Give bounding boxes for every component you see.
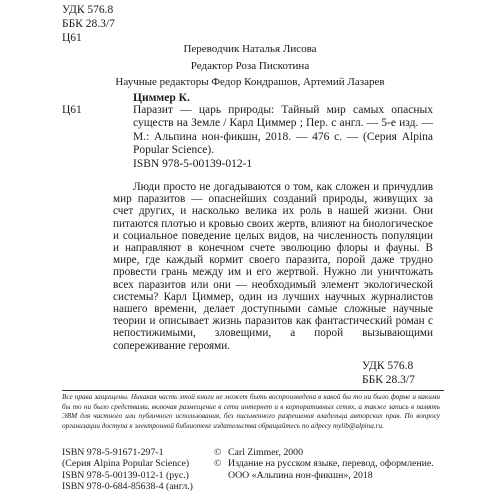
translation-credits [0,41,500,91]
copyright-row [214,447,444,458]
isbn-line: ISBN 978-5-91671-297-1 [62,447,164,458]
rights-notice: Все права защищены. Никакая часть этой книги не может быть воспроизведена в какой бы то ни было форме и какими бы то ни было средствами, включая размещение в сети интернет и в корпоративных сетях, а также запись в память ЭВМ для частного или публичного использования, без письменного разрешения владельца авторских прав. По вопросу организации доступа к электронной библиотеке издательства обращайтесь по адресу mylib@alpina.ru. [62,393,440,430]
bbk-code: ББК 28.3/7 [62,18,115,30]
isbn-line: ISBN 978-0-684-85638-4 (англ.) [62,480,193,492]
udc-code: УДК 576.8 [62,4,114,16]
isbn-main: ISBN 978-5-00139-012-1 [133,158,253,170]
editor-credit: Редактор Роза Пискотина [190,59,310,72]
copyright-row [214,458,444,481]
udc-code-bottom: УДК 576.8 [362,360,414,372]
book-abstract: Люди просто не догадываются о том, как сложен и причудлив мир паразитов — опаснейших созданий природы, живущих за счет других, и насколько велика их роль в нашей жизни. Они питаются плотью и кровью своих жертв, влияют на биологическое и социальное поведение целых видов, на численность популяции и направляют в конечном счете эволюцию флоры и фауны. В мире, где каждый кормит своего паразита, порой даже трудно провести грань между им и его жертвой. Нужно ли уничтожать всех паразитов или они — необходимый элемент экологической системы? Карл Циммер, один из лучших научных журналистов нашего времени, делает доступными самые сложные научные теории и описывает жизнь паразитов как фантастический роман с непостижимыми, зловещими, а порой вызывающими сопереживание героями. [113,181,433,352]
isbn-line: (Серия Alpina Popular Science) [62,458,190,470]
isbn-line: ISBN 978-5-00139-012-1 (рус.) [62,469,189,481]
scientific-editors-credit: Научные редакторы Федор Кондрашов, Артемий Лазарев [115,76,385,88]
classification-codes-bottom [362,359,415,387]
bibliographic-entry: Паразит — царь природы: Тайный мир самых опасных существ на Земле / Карл Циммер ; Пер. с англ. — 5-е изд. — М.: Альпина нон-фикшн, 2018. — 476 с. — (Серия Alpina Popular Science). [133,104,433,156]
copyright-sign: © [214,458,222,470]
copyright-sign: © [214,447,222,458]
author-mark: Ц61 [62,104,82,116]
author-mark-code: Ц61 [62,32,82,44]
bbk-code-bottom: ББК 28.3/7 [362,374,415,386]
divider-rule [62,390,444,391]
copyright-text: Carl Zimmer, 2000 [228,447,303,458]
copyright-text: Издание на русском языке, перевод, оформление. ООО «Альпина нон-фикшн», 2018 [228,458,434,481]
copyright-block [214,447,444,481]
isbn-list [62,447,193,492]
classification-codes-top [62,3,115,45]
translator-credit: Переводчик Наталья Лисова [183,43,317,55]
author-heading: Циммер К. [133,92,190,104]
